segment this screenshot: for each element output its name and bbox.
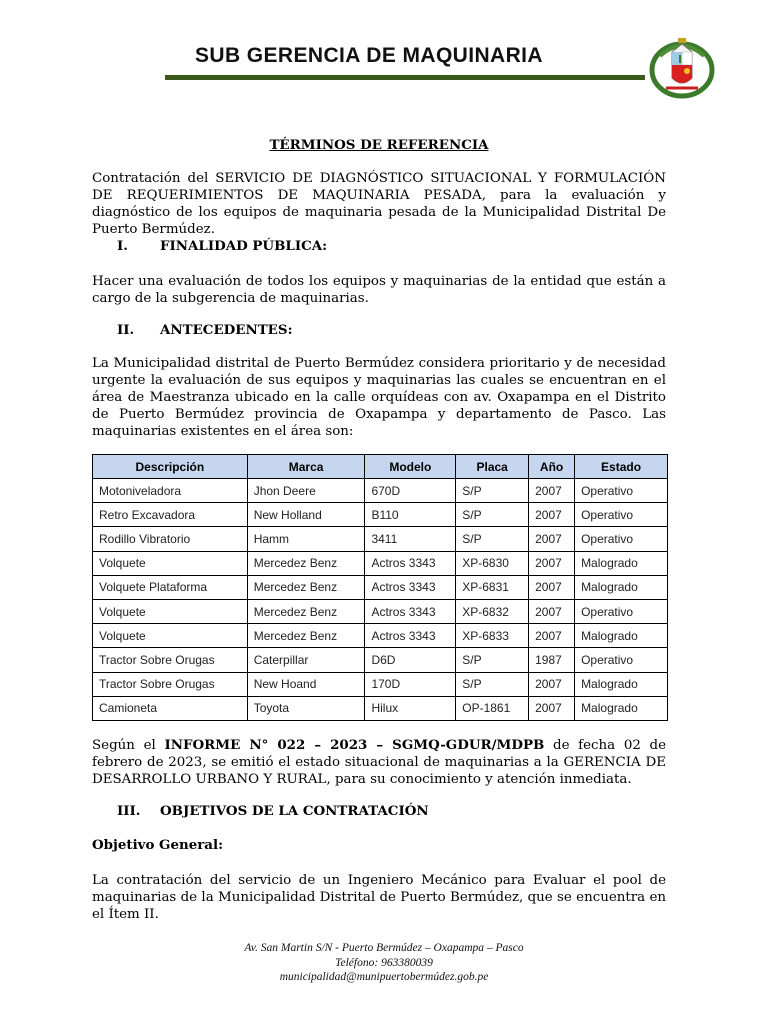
- peru-coat-of-arms-icon: [648, 32, 716, 100]
- table-cell: 170D: [365, 672, 456, 696]
- table-cell: New Hoand: [247, 672, 365, 696]
- table-row: [93, 503, 668, 527]
- footer-email: municipalidad@munipuertobermúdez.gob.pe: [279, 971, 489, 983]
- footer-phone: Teléfono: 963380039: [335, 956, 433, 969]
- section-heading-finalidad: [117, 238, 327, 254]
- objetivo-general-subtitle: Objetivo General:: [92, 837, 224, 853]
- table-cell: Mercedez Benz: [247, 624, 365, 648]
- table-cell: S/P: [456, 503, 529, 527]
- informe-reference: INFORME N° 022 – 2023 – SGMQ-GDUR/MDPB: [164, 737, 545, 753]
- table-cell: 2007: [529, 696, 575, 720]
- table-cell: XP-6833: [456, 624, 529, 648]
- table-cell: S/P: [456, 648, 529, 672]
- table-header-row: [93, 455, 668, 479]
- table-row: [93, 527, 668, 551]
- table-cell: XP-6832: [456, 599, 529, 623]
- column-header: Modelo: [365, 455, 456, 479]
- table-cell: Actros 3343: [365, 599, 456, 623]
- table-cell: S/P: [456, 672, 529, 696]
- table-cell: 2007: [529, 479, 575, 503]
- table-cell: 670D: [365, 479, 456, 503]
- column-header: Placa: [456, 455, 529, 479]
- table-cell: Retro Excavadora: [93, 503, 248, 527]
- informe-paragraph: [92, 737, 666, 788]
- table-cell: Malogrado: [575, 696, 668, 720]
- table-cell: 2007: [529, 672, 575, 696]
- table-cell: Operativo: [575, 503, 668, 527]
- table-cell: Actros 3343: [365, 575, 456, 599]
- section-title: ANTECEDENTES:: [160, 322, 293, 338]
- table-cell: Tractor Sobre Orugas: [93, 648, 248, 672]
- table-row: [93, 551, 668, 575]
- table-cell: 1987: [529, 648, 575, 672]
- table-cell: 2007: [529, 624, 575, 648]
- table-cell: Operativo: [575, 599, 668, 623]
- table-cell: S/P: [456, 527, 529, 551]
- table-cell: New Holland: [247, 503, 365, 527]
- column-header: Año: [529, 455, 575, 479]
- table-cell: Mercedez Benz: [247, 551, 365, 575]
- section-title: OBJETIVOS DE LA CONTRATACIÓN: [160, 803, 429, 819]
- table-row: [93, 696, 668, 720]
- table-cell: XP-6830: [456, 551, 529, 575]
- section-heading-objetivos: [117, 803, 429, 819]
- table-cell: 2007: [529, 575, 575, 599]
- footer-address: Av. San Martin S/N - Puerto Bermúdez – Oxapampa – Pasco: [244, 942, 524, 954]
- finalidad-paragraph: Hacer una evaluación de todos los equipos y maquinarias de la entidad que están a cargo de la subgerencia de maquinarias.: [92, 274, 666, 306]
- table-cell: 2007: [529, 599, 575, 623]
- table-cell: 3411: [365, 527, 456, 551]
- table-cell: Toyota: [247, 696, 365, 720]
- table-row: [93, 575, 668, 599]
- machinery-table: [92, 454, 668, 721]
- header-divider: [165, 75, 645, 80]
- table-cell: Volquete Plataforma: [93, 575, 248, 599]
- table-row: [93, 479, 668, 503]
- table-cell: Mercedez Benz: [247, 599, 365, 623]
- table-cell: 2007: [529, 551, 575, 575]
- document-title: TÉRMINOS DE REFERENCIA: [269, 137, 489, 153]
- table-cell: Actros 3343: [365, 551, 456, 575]
- section-number: II.: [117, 322, 135, 338]
- table-cell: Operativo: [575, 527, 668, 551]
- table-cell: Volquete: [93, 599, 248, 623]
- table-cell: Motoniveladora: [93, 479, 248, 503]
- table-cell: Volquete: [93, 551, 248, 575]
- section-number: I.: [117, 238, 128, 254]
- table-cell: S/P: [456, 479, 529, 503]
- column-header: Estado: [575, 455, 668, 479]
- table-cell: Operativo: [575, 648, 668, 672]
- table-row: [93, 648, 668, 672]
- table-row: [93, 599, 668, 623]
- table-cell: Rodillo Vibratorio: [93, 527, 248, 551]
- intro-paragraph: Contratación del SERVICIO DE DIAGNÓSTICO SITUACIONAL Y FORMULACIÓN DE REQUERIMIENTOS DE MAQUINARIA PESADA, para la evaluación y diagnóstico de los equipos de maquinaria pesada de la Municipalidad Distrital De Puerto Bermúdez.: [92, 171, 666, 237]
- header-title: SUB GERENCIA DE MAQUINARIA: [195, 44, 543, 67]
- table-cell: B110: [365, 503, 456, 527]
- table-cell: Jhon Deere: [247, 479, 365, 503]
- table-cell: Malogrado: [575, 672, 668, 696]
- section-title: FINALIDAD PÚBLICA:: [160, 238, 328, 254]
- table-cell: Operativo: [575, 479, 668, 503]
- objetivo-general-paragraph: La contratación del servicio de un Ingeniero Mecánico para Evaluar el pool de maquinarias de la Municipalidad Distrital de Puerto Bermúdez, que se encuentra en el Ítem II.: [92, 873, 666, 922]
- page-footer: [0, 941, 768, 985]
- table-cell: Mercedez Benz: [247, 575, 365, 599]
- table-cell: Camioneta: [93, 696, 248, 720]
- table-cell: OP-1861: [456, 696, 529, 720]
- section-number: III.: [117, 803, 141, 819]
- table-cell: XP-6831: [456, 575, 529, 599]
- antecedentes-paragraph: La Municipalidad distrital de Puerto Bermúdez considera prioritario y de necesidad urgente la evaluación de sus equipos y maquinarias las cuales se encuentran en el área de Maestranza ubicado en la calle orquídeas con av. Oxapampa en el Distrito de Puerto Bermúdez provincia de Oxapampa y departamento de Pasco. Las maquinarias existentes en el área son:: [92, 356, 666, 439]
- column-header: Marca: [247, 455, 365, 479]
- table-cell: Malogrado: [575, 624, 668, 648]
- table-cell: Hilux: [365, 696, 456, 720]
- table-row: [93, 672, 668, 696]
- table-cell: Malogrado: [575, 551, 668, 575]
- table-cell: Hamm: [247, 527, 365, 551]
- informe-text-pre: Según el: [92, 738, 165, 753]
- table-cell: Volquete: [93, 624, 248, 648]
- table-cell: Tractor Sobre Orugas: [93, 672, 248, 696]
- table-row: [93, 624, 668, 648]
- table-cell: 2007: [529, 527, 575, 551]
- column-header: Descripción: [93, 455, 248, 479]
- table-cell: D6D: [365, 648, 456, 672]
- table-cell: Malogrado: [575, 575, 668, 599]
- section-heading-antecedentes: [117, 322, 293, 338]
- informe-text-post: de fecha 02 de febrero de 2023, se emitió el estado situacional de maquinarias a la GERENCIA DE DESARROLLO URBANO Y RURAL, para su conocimiento y atención inmediata.: [92, 738, 667, 787]
- table-cell: Caterpillar: [247, 648, 365, 672]
- table-cell: Actros 3343: [365, 624, 456, 648]
- table-cell: 2007: [529, 503, 575, 527]
